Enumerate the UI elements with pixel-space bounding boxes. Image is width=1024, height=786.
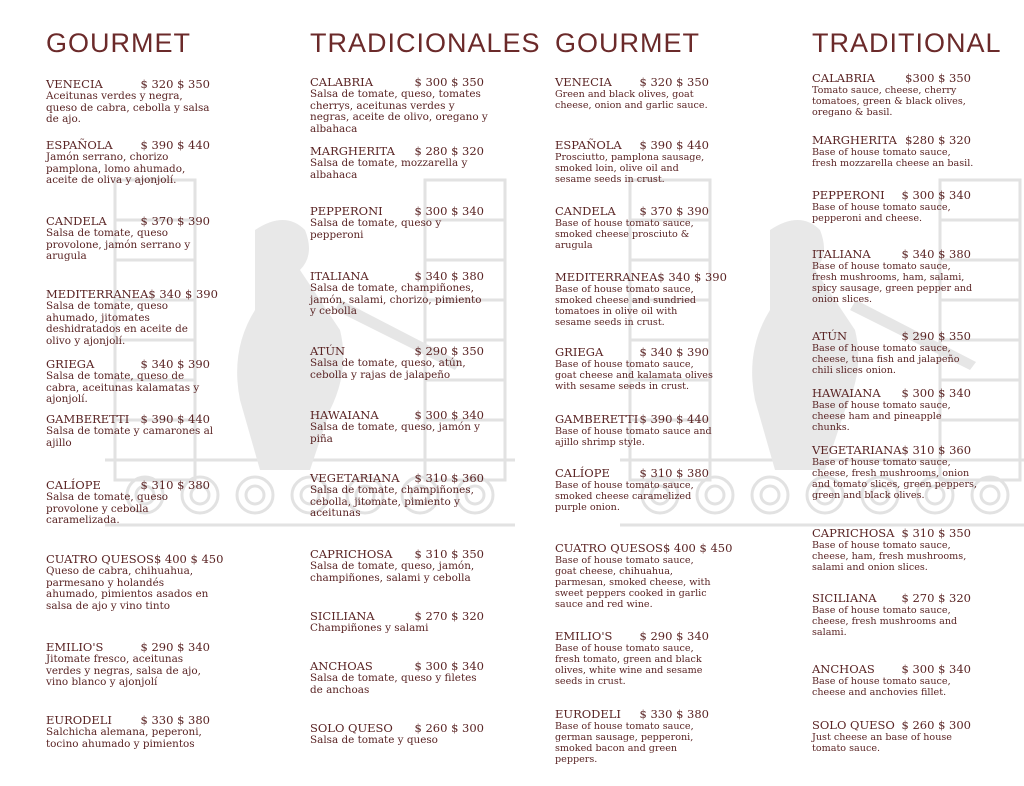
item-header [310,659,490,673]
item-header [310,344,490,358]
menu-item [46,138,216,187]
item-price: $ 370 $ 390 [639,204,709,218]
item-price: $ 400 $ 450 [153,552,224,566]
menu-item [310,721,490,747]
menu-item [555,707,715,765]
item-header [46,713,216,727]
item-header [46,640,216,654]
item-price: $ 290 $ 350 [901,329,971,343]
item-header [555,707,715,721]
item-header [555,270,727,284]
item-header [555,204,715,218]
item-description: Base of house tomato sauce, cheese ham and pineapple chunks. [812,400,951,433]
item-price: $ 370 $ 390 [140,214,210,228]
column-heading: GOURMET [555,28,700,58]
item-description: Salsa de tomate, queso, jamón y piña [310,421,481,445]
item-header [46,287,216,301]
item-price: $ 290 $ 340 [140,640,210,654]
item-name: CAPRICHOSA [812,526,895,540]
item-name: SICILIANA [310,609,375,623]
item-name: MARGHERITA [812,133,897,147]
item-description: Jitomate fresco, aceitunas verdes y negras, salsa de ajo, vino blanco y ajonjolí [46,653,201,689]
item-price: $300 $ 350 [905,71,971,85]
item-name: CANDELA [555,204,616,218]
item-name: VENECIA [46,77,103,91]
menu-item [310,344,490,381]
item-name: PEPPERONI [812,188,885,202]
item-price: $ 300 $ 340 [414,204,484,218]
item-price: $ 310 $ 360 [901,443,972,457]
item-price: $ 260 $ 300 [901,718,971,732]
item-header [46,357,216,371]
menu-item [46,77,216,126]
item-description: Salsa de tomate, champiñones, jamón, salami, chorizo, pimiento y cebolla [310,282,482,318]
item-name: CALÍOPE [46,478,101,492]
item-price: $ 390 $ 440 [140,412,210,426]
item-header [310,721,490,735]
item-header [812,591,977,605]
item-header [46,478,216,492]
item-description: Salsa de tomate y queso [310,734,438,746]
item-description: Tomato sauce, cheese, cherry tomatoes, green & black olives, oregano & basil. [812,85,966,118]
column-heading: TRADITIONAL [812,28,1002,58]
menu-item [46,287,216,347]
item-description: Base of house tomato sauce, fresh mozzarella cheese an basil. [812,147,974,169]
menu-item [310,547,490,584]
item-description: Base of house tomato sauce, cheese and anchovies fillet. [812,676,951,698]
item-price: $ 300 $ 340 [901,662,971,676]
item-header [46,138,216,152]
item-header [555,541,733,555]
item-price: $ 390 $ 440 [140,138,210,152]
item-name: ITALIANA [310,269,369,283]
menu-item [310,471,490,520]
menu-item [555,75,715,111]
item-header [555,629,715,643]
item-header [310,75,490,89]
item-price: $ 320 $ 350 [140,77,210,91]
menu-item [812,662,977,698]
item-price: $ 270 $ 320 [901,591,971,605]
item-description: Salchicha alemana, peperoni, tocino ahumado y pimientos [46,726,202,750]
item-description: Base of house tomato sauce, german sausage, pepperoni, smoked bacon and green peppers. [555,721,694,765]
item-description: Queso de cabra, chihuahua, parmesano y holandés ahumado, pimientos asados en salsa de ajo y vino tinto [46,565,209,612]
menu-column-gourmet-en [555,28,755,768]
item-description: Base of house tomato sauce, pepperoni and cheese. [812,202,951,224]
item-header [812,247,977,261]
item-name: SOLO QUESO [310,721,393,735]
item-price: $ 300 $ 340 [901,386,971,400]
menu-item [812,247,977,305]
item-name: MEDITERRANEA [555,270,658,284]
item-price: $ 340 $ 390 [657,270,727,284]
item-header [555,345,715,359]
item-description: Base of house tomato sauce, cheese, fresh mushrooms, onion and tomato slices, green peppers, green and black olives. [812,457,978,501]
item-name: MEDITERRANEA [46,287,149,301]
menu-item [812,591,977,638]
menu-column-gourmet-es [46,28,246,768]
item-header [555,412,715,426]
item-name: ANCHOAS [812,662,875,676]
item-name: VEGETARIANA [310,471,400,485]
item-description: Salsa de tomate, queso, tomates cherrys, aceitunas verdes y negras, aceite de olivo, oregano y albahaca [310,88,488,135]
item-description: Base of house tomato sauce, cheese, tuna fish and jalapeño chili slices onion. [812,343,960,376]
item-description: Base of house tomato sauce, smoked cheese and sundried tomatoes in olive oil with sesame seeds in crust. [555,284,697,328]
item-description: Salsa de tomate, queso, jamón, champiñones, salami y cebolla [310,560,475,584]
item-price: $ 400 $ 450 [662,541,733,555]
menu-item [310,204,490,241]
menu-item [555,270,727,328]
menu-item [46,552,224,612]
item-price: $ 300 $ 340 [414,408,484,422]
item-price: $ 340 $ 390 [148,287,218,301]
item-description: Base of house tomato sauce, goat cheese and kalamata olives with sesame seeds in crust. [555,359,713,392]
item-name: ESPAÑOLA [46,138,113,152]
item-description: Base of house tomato sauce and ajillo shrimp style. [555,426,712,448]
item-name: CANDELA [46,214,107,228]
item-header [310,204,490,218]
item-header [310,547,490,561]
item-header [812,133,977,147]
item-name: GRIEGA [46,357,95,371]
item-name: CALÍOPE [555,466,610,480]
item-header [812,386,977,400]
item-name: VENECIA [555,75,612,89]
item-name: EMILIO'S [555,629,613,643]
menu-item [310,659,490,696]
menu-item [812,386,977,433]
item-description: Base of house tomato sauce, goat cheese, chihuahua, parmesan, smoked cheese, with sweet peppers cooked in garlic sauce and red wine. [555,555,711,610]
menu-item [812,133,977,169]
item-name: PEPPERONI [310,204,383,218]
menu-item [555,138,715,185]
menu-item [46,713,216,750]
item-description: Base of house tomato sauce, cheese, ham, fresh mushrooms, salami and onion slices. [812,540,967,573]
item-price: $ 310 $ 360 [414,471,484,485]
item-price: $280 $ 320 [905,133,971,147]
item-description: Just cheese an base of house tomato sauce. [812,732,952,754]
item-price: $ 260 $ 300 [414,721,484,735]
item-price: $ 330 $ 380 [140,713,210,727]
item-description: Base of house tomato sauce, smoked cheese caramelized purple onion. [555,480,694,513]
item-name: GAMBERETTI [555,412,639,426]
item-name: VEGETARIANA [812,443,902,457]
item-header [812,718,977,732]
item-header [812,188,977,202]
item-price: $ 310 $ 350 [901,526,971,540]
item-description: Aceitunas verdes y negra, queso de cabra, cebolla y salsa de ajo. [46,90,210,126]
menu-item [812,526,977,573]
item-price: $ 290 $ 350 [414,344,484,358]
menu-item [555,629,715,687]
menu-item [555,466,715,513]
item-name: CALABRIA [812,71,876,85]
menu-item [46,640,216,689]
item-description: Salsa de tomate, queso provolone y cebolla caramelizada. [46,491,169,527]
menu-item [310,269,490,318]
menu-item [555,204,715,251]
item-price: $ 290 $ 340 [639,629,709,643]
item-description: Salsa de tomate, queso de cabra, aceitunas kalamatas y ajonjolí. [46,370,200,406]
menu-column-tradicionales [310,28,541,768]
item-header [812,71,977,85]
menu-item [812,329,977,376]
menu-item [812,188,977,224]
menu-item [46,412,216,449]
item-name: SICILIANA [812,591,877,605]
item-description: Salsa de tomate, queso, atún, cebolla y rajas de jalapeño [310,357,466,381]
item-description: Base of house tomato sauce, cheese, fresh mushrooms and salami. [812,605,958,638]
menu-item [310,408,490,445]
menu-item [310,609,490,635]
item-price: $ 270 $ 320 [414,609,484,623]
menu-item [310,144,490,181]
item-price: $ 280 $ 320 [414,144,484,158]
item-name: ATÚN [310,344,346,358]
item-header [310,144,490,158]
item-header [46,552,224,566]
item-name: EURODELI [46,713,112,727]
item-description: Salsa de tomate, champiñones, cebolla, jitomate, pimiento y aceitunas [310,484,474,520]
item-name: SOLO QUESO [812,718,895,732]
item-name: ITALIANA [812,247,871,261]
item-name: CUATRO QUESOS [46,552,154,566]
item-price: $ 330 $ 380 [639,707,709,721]
item-price: $ 340 $ 390 [140,357,210,371]
item-description: Champiñones y salami [310,622,429,634]
menu-item [812,443,977,501]
item-name: ESPAÑOLA [555,138,622,152]
item-name: ATÚN [812,329,848,343]
item-name: EMILIO'S [46,640,104,654]
item-name: CAPRICHOSA [310,547,393,561]
item-description: Base of house tomato sauce, fresh mushrooms, ham, salami, spicy sausage, green pepper and onion slices. [812,261,973,305]
item-description: Salsa de tomate, queso ahumado, jitomates deshidratados en aceite de olivo y ajonjolí. [46,300,188,347]
item-header [555,75,715,89]
column-heading: TRADICIONALES [310,28,541,58]
menu-column-traditional [812,28,1017,768]
item-header [555,466,715,480]
item-price: $ 340 $ 390 [639,345,709,359]
item-header [310,471,490,485]
item-header [310,408,490,422]
item-name: GAMBERETTI [46,412,130,426]
item-header [46,77,216,91]
item-name: CALABRIA [310,75,374,89]
item-header [812,443,977,457]
item-price: $ 300 $ 340 [414,659,484,673]
item-price: $ 300 $ 350 [414,75,484,89]
item-description: Salsa de tomate y camarones al ajillo [46,425,214,449]
item-header [46,214,216,228]
item-header [812,662,977,676]
menu-item [812,718,977,754]
item-price: $ 390 $ 440 [639,412,709,426]
menu-item [812,71,977,118]
item-header [812,526,977,540]
item-name: HAWAIANA [310,408,379,422]
item-name: HAWAIANA [812,386,881,400]
item-name: MARGHERITA [310,144,395,158]
item-header [555,138,715,152]
item-description: Salsa de tomate, queso y pepperoni [310,217,442,241]
item-header [310,269,490,283]
menu-item [555,345,715,392]
menu-item [46,214,216,263]
item-name: CUATRO QUESOS [555,541,663,555]
item-price: $ 310 $ 350 [414,547,484,561]
item-description: Prosciutto, pamplona sausage, smoked loin, olive oil and sesame seeds in crust. [555,152,705,185]
item-name: ANCHOAS [310,659,373,673]
item-price: $ 310 $ 380 [140,478,210,492]
menu-item [310,75,490,135]
item-name: EURODELI [555,707,621,721]
item-price: $ 320 $ 350 [639,75,709,89]
item-description: Salsa de tomate, queso y filetes de anchoas [310,672,477,696]
item-description: Salsa de tomate, queso provolone, jamón serrano y arugula [46,227,191,263]
item-header [46,412,216,426]
column-heading: GOURMET [46,28,191,58]
item-description: Base of house tomato sauce, fresh tomato, green and black olives, white wine and sesame seeds in crust. [555,643,703,687]
item-price: $ 390 $ 440 [639,138,709,152]
item-name: GRIEGA [555,345,604,359]
menu-item [555,541,733,610]
menu-item [555,412,715,448]
item-description: Jamón serrano, chorizo pamplona, lomo ahumado, aceite de oliva y ajonjolí. [46,151,186,187]
menu-item [46,478,216,527]
menu-item [46,357,216,406]
item-header [310,609,490,623]
item-header [812,329,977,343]
item-price: $ 310 $ 380 [639,466,709,480]
item-price: $ 340 $ 380 [414,269,484,283]
item-price: $ 300 $ 340 [901,188,971,202]
item-price: $ 340 $ 380 [901,247,971,261]
item-description: Green and black olives, goat cheese, onion and garlic sauce. [555,89,708,111]
item-description: Salsa de tomate, mozzarella y albahaca [310,157,468,181]
item-description: Base of house tomato sauce, smoked cheese prosciuto & arugula [555,218,694,251]
